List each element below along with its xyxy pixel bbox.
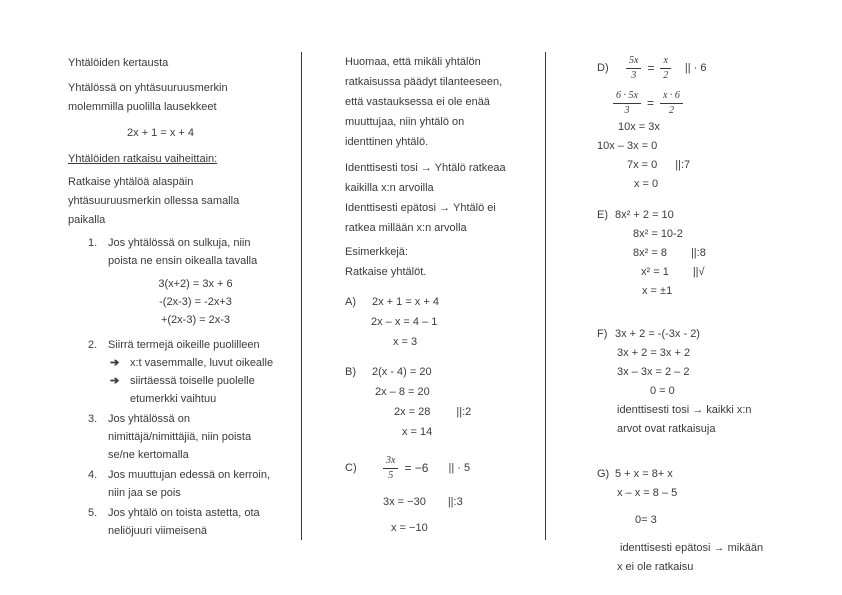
equation-line: 8x² + 2 = 10 — [615, 209, 674, 221]
equation: = −6 — [404, 461, 429, 475]
doc-title: Yhtälöiden kertausta — [68, 57, 169, 69]
step-text-line: niin jaa se pois — [108, 487, 181, 499]
bullet-line: x:t vasemmalle, luvut oikealle — [130, 357, 274, 369]
step-equations — [108, 275, 283, 329]
example-label: G) — [597, 468, 610, 480]
fraction-denominator: 2 — [663, 69, 669, 81]
example-label: C) — [345, 462, 357, 474]
equation-line — [641, 263, 832, 282]
step-text-line: se/ne kertomalla — [108, 449, 189, 461]
step-text-line: Siirrä termejä oikeille puolilleen — [108, 339, 260, 351]
identity-line: Identtisesti epätosi → Yhtälö ei — [345, 202, 496, 214]
operation-note: ||:7 — [675, 159, 691, 171]
step-text-line: Jos yhtälö on toista astetta, ota — [108, 507, 260, 519]
step-text-line: poista ne ensin oikealla tavalla — [108, 255, 258, 267]
equation-line — [383, 492, 545, 512]
conclusion-line: identtisesti epätosi → mikään — [620, 542, 764, 554]
arrow-bullet-icon: ➔ — [110, 357, 120, 369]
operation-note: || · 5 — [448, 462, 471, 474]
equation-line: 2x + 1 = x + 4 — [372, 296, 439, 308]
fraction-numerator: 5x — [626, 55, 641, 69]
bullet-row — [108, 372, 283, 408]
equation-line: x = ±1 — [642, 285, 673, 297]
operation-note: ||:8 — [690, 247, 706, 259]
operation-note: ||:2 — [456, 406, 472, 418]
description-line: yhtäsuuruusmerkin ollessa samalla — [68, 195, 240, 207]
step-number: 5. — [88, 507, 98, 519]
equation: 8x² = 8 — [633, 247, 667, 259]
bullet-line: etumerkki vaihtuu — [130, 393, 217, 405]
step-item-4 — [68, 466, 286, 502]
identity-line: kaikilla x:n arvoilla — [345, 182, 434, 194]
equation-line: x = 0 — [634, 178, 659, 190]
fraction-numerator: x — [660, 55, 670, 69]
note-line: muuttujaa, niin yhtälö on — [345, 116, 465, 128]
equation-line: 8x² = 10-2 — [633, 228, 683, 240]
conclusion-line: x ei ole ratkaisu — [617, 561, 694, 573]
step-text-line: neliöjuuri viimeisenä — [108, 525, 208, 537]
example-d — [597, 52, 832, 194]
fraction-denominator: 5 — [388, 469, 394, 481]
equals-sign: = — [647, 60, 655, 75]
note-line: identtinen yhtälö. — [345, 136, 429, 148]
column-divider-1 — [301, 52, 302, 540]
equation-line — [633, 244, 832, 263]
column-divider-2 — [545, 52, 546, 540]
note-line: että vastauksessa ei ole enää — [345, 96, 490, 108]
description-line: paikalla — [68, 214, 106, 226]
conclusion-line: identtisesti tosi → kaikki x:n — [617, 404, 752, 416]
example-g — [597, 465, 832, 577]
middle-column — [345, 52, 545, 538]
identity-paragraph — [345, 158, 545, 238]
examples-header — [345, 242, 545, 282]
example-a — [345, 292, 545, 352]
step-text-line: nimittäjä/nimittäjiä, niin poista — [108, 431, 252, 443]
example-f — [597, 325, 832, 439]
fraction-numerator: 6 · 5x — [613, 90, 641, 104]
equation-line: 2(x - 4) = 20 — [372, 366, 432, 378]
equation-line: 3x + 2 = -(-3x - 2) — [615, 328, 700, 340]
fraction-numerator: 3x — [383, 455, 398, 469]
example-b — [345, 362, 545, 442]
equation-line — [394, 402, 545, 422]
operation-note: || · 6 — [684, 61, 707, 74]
fraction — [613, 90, 641, 117]
step-item-3 — [68, 410, 286, 464]
bullet-row — [108, 354, 283, 372]
equation-line: 5 + x = 8+ x — [615, 468, 673, 480]
example-label: F) — [597, 328, 608, 340]
description-paragraph — [68, 173, 286, 230]
intro-line: Yhtälössä on yhtäsuuruusmerkin — [68, 82, 228, 94]
fraction-denominator: 3 — [624, 104, 630, 116]
examples-title: Esimerkkejä: — [345, 246, 408, 258]
equation-line: 10x = 3x — [618, 121, 660, 133]
example-label: A) — [345, 296, 356, 308]
equation-line: 2x – 8 = 20 — [375, 386, 430, 398]
example-label: E) — [597, 209, 608, 221]
equals-sign: = — [646, 95, 654, 110]
fraction — [660, 55, 670, 82]
equation-line: 2x – x = 4 – 1 — [371, 316, 438, 328]
step-equation: +(2x-3) = 2x-3 — [160, 314, 231, 326]
steps-list — [68, 234, 286, 540]
intro-paragraph — [68, 79, 286, 117]
bullet-line: siirtäessä toiselle puolelle — [130, 375, 255, 387]
equation-line — [627, 156, 832, 175]
example-c — [345, 452, 545, 538]
step-item-5 — [68, 504, 286, 540]
conclusion-line: arvot ovat ratkaisuja — [617, 423, 716, 435]
arrow-bullet-icon: ➔ — [110, 375, 120, 387]
example-label: D) — [597, 61, 609, 74]
step-item-1 — [68, 234, 286, 334]
step-equation: 3(x+2) = 3x + 6 — [158, 278, 233, 290]
fraction — [626, 55, 641, 82]
fraction-numerator: x · 6 — [660, 90, 683, 104]
intro-line: molemmilla puolilla lausekkeet — [68, 101, 217, 113]
equation-line: 3x + 2 = 3x + 2 — [617, 347, 691, 359]
equation: 7x = 0 — [627, 159, 658, 171]
note-line: Huomaa, että mikäli yhtälön — [345, 56, 481, 68]
step-number: 2. — [88, 339, 98, 351]
left-column — [68, 54, 286, 540]
operation-note: ||√ — [692, 266, 705, 278]
equation-line: x – x = 8 – 5 — [617, 487, 678, 499]
step-text-line: Jos yhtälössä on — [108, 413, 190, 425]
note-line: ratkaisussa päädyt tilanteeseen, — [345, 76, 503, 88]
equation: 3x = −30 — [383, 496, 426, 508]
step-number: 1. — [88, 237, 98, 249]
equation: x² = 1 — [641, 266, 669, 278]
step-text-line: Jos yhtälössä on sulkuja, niin — [108, 237, 251, 249]
fraction-denominator: 3 — [631, 69, 637, 81]
example-equation: 2x + 1 = x + 4 — [127, 127, 194, 139]
equation-line: 0 = 0 — [650, 385, 675, 397]
steps-heading: Yhtälöiden ratkaisu vaiheittain: — [68, 153, 218, 165]
identity-line: ratkea millään x:n arvolla — [345, 222, 467, 234]
equation-line: x = −10 — [391, 522, 428, 534]
example-label: B) — [345, 366, 356, 378]
step-item-2 — [68, 336, 286, 408]
step-text-line: Jos muuttujan edessä on kerroin, — [108, 469, 271, 481]
equation-line: 3x – 3x = 2 – 2 — [617, 366, 690, 378]
equation-line: x = 3 — [393, 336, 418, 348]
fraction-denominator: 2 — [668, 104, 674, 116]
right-column — [597, 52, 832, 577]
description-line: Ratkaise yhtälöä alaspäin — [68, 176, 194, 188]
fraction — [383, 455, 398, 482]
step-number: 3. — [88, 413, 98, 425]
example-e — [597, 206, 832, 301]
operation-note: ||:3 — [447, 496, 463, 508]
equation-line: 0= 3 — [635, 514, 657, 526]
step-equation: -(2x-3) = -2x+3 — [159, 296, 232, 308]
equation-line: 10x – 3x = 0 — [597, 140, 658, 152]
identity-line: Identtisesti tosi → Yhtälö ratkeaa — [345, 162, 506, 174]
fraction — [660, 90, 683, 117]
equation-line: x = 14 — [402, 426, 433, 438]
examples-subtitle: Ratkaise yhtälöt. — [345, 266, 427, 278]
step-number: 4. — [88, 469, 98, 481]
equation: 2x = 28 — [394, 406, 431, 418]
note-paragraph — [345, 52, 545, 152]
